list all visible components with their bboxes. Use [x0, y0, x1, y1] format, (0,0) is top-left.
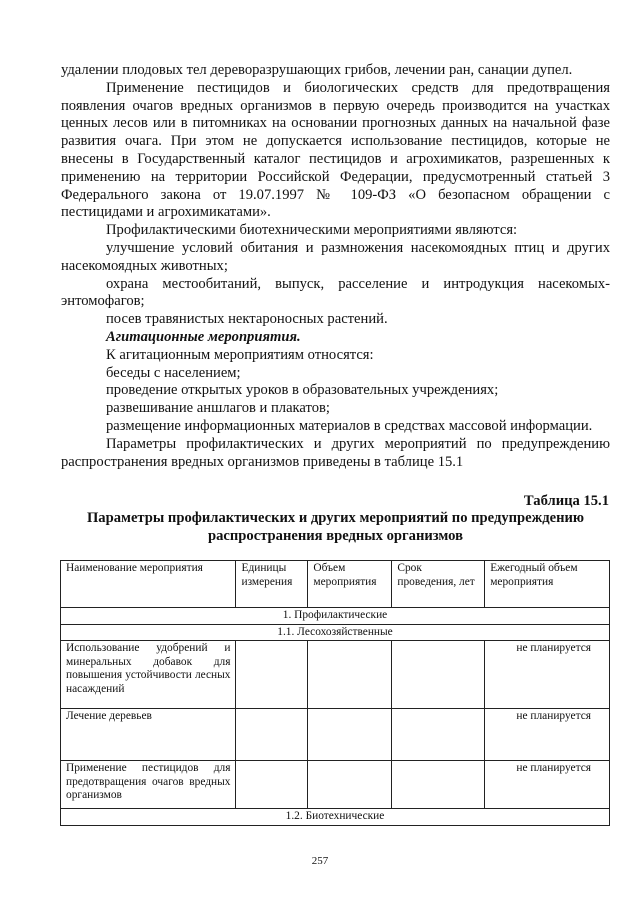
subsection-label: 1.1. Лесохозяйственные: [61, 624, 610, 641]
table-header-cell: Ежегодный объем мероприятия: [485, 561, 610, 608]
table-title: Параметры профилактических и других мероприятий по предупреждению распространения вредных организмов: [86, 510, 585, 544]
annual-volume-cell: не планируется: [485, 709, 610, 761]
measure-name: Применение пестицидов для предотвращения очагов вредных организмов: [61, 761, 236, 809]
list-item: размещение информационных материалов в средствах массовой информации.: [106, 417, 593, 434]
paragraph: К агитационным мероприятиям относятся:: [106, 346, 374, 363]
paragraph: Профилактическими биотехническими мероприятиями являются:: [106, 222, 518, 239]
table-row: [61, 709, 610, 761]
list-item: развешивание аншлагов и плакатов;: [106, 400, 330, 417]
measure-name: Использование удобрений и минеральных добавок для повышения устойчивости лесных насаждений: [61, 641, 236, 709]
table-header-cell: Наименование мероприятия: [61, 561, 236, 608]
unit-cell: [236, 641, 308, 709]
term-cell: [392, 709, 485, 761]
term-cell: [392, 761, 485, 809]
list-item: охрана местообитаний, выпуск, расселение и интродукция насекомых-энтомофагов;: [61, 275, 610, 310]
unit-cell: [236, 761, 308, 809]
measure-name: Лечение деревьев: [61, 709, 236, 761]
annual-volume-cell: не планируется: [485, 761, 610, 809]
volume-cell: [308, 761, 392, 809]
section-heading: Агитационные мероприятия.: [106, 328, 301, 345]
table-row: [61, 641, 610, 709]
annual-volume-cell: не планируется: [485, 641, 610, 709]
unit-cell: [236, 709, 308, 761]
table-header-cell: Объем мероприятия: [308, 561, 392, 608]
table-header-row: [61, 561, 610, 608]
list-item: улучшение условий обитания и размножения насекомоядных птиц и других насекомоядных животных;: [61, 239, 610, 274]
body-text: [61, 62, 610, 471]
table-section-row: [61, 608, 610, 625]
table-row: [61, 761, 610, 809]
list-item: беседы с населением;: [106, 364, 241, 381]
page-number: 257: [311, 855, 329, 867]
table-header-cell: Срок проведения, лет: [392, 561, 485, 608]
list-item: проведение открытых уроков в образовательных учреждениях;: [106, 382, 499, 399]
params-table: [60, 560, 610, 826]
term-cell: [392, 641, 485, 709]
paragraph: Применение пестицидов и биологических средств для предотвращения появления очагов вредных организмов в первую очередь производится на участках ценных лесов или в питомниках на основании прогнозных данных на начальной фазе развития очага. При этом не допускается использование пестицидов, которые не внесены в Государственный каталог пестицидов и агрохимикатов, разрешенных к применению на территории Российской Федерации, предусмотренный статьей 3 Федерального закона от 19.07.1997 № 109-ФЗ «О безопасном обращении с пестицидами и агрохимикатами».: [61, 79, 610, 221]
volume-cell: [308, 709, 392, 761]
table-section-row: [61, 624, 610, 641]
table-section-row: [61, 809, 610, 826]
table-number: Таблица 15.1: [523, 493, 609, 509]
section-label: 1. Профилактические: [61, 608, 610, 625]
table-header-cell: Единицы измерения: [236, 561, 308, 608]
subsection-label: 1.2. Биотехнические: [61, 809, 610, 826]
paragraph: Параметры профилактических и других мероприятий по предупреждению распространения вредных организмов приведены в таблице 15.1: [61, 435, 610, 470]
list-item: посев травянистых нектароносных растений.: [106, 311, 388, 328]
volume-cell: [308, 641, 392, 709]
paragraph: удалении плодовых тел дереворазрушающих грибов, лечении ран, санации дупел.: [61, 62, 573, 78]
